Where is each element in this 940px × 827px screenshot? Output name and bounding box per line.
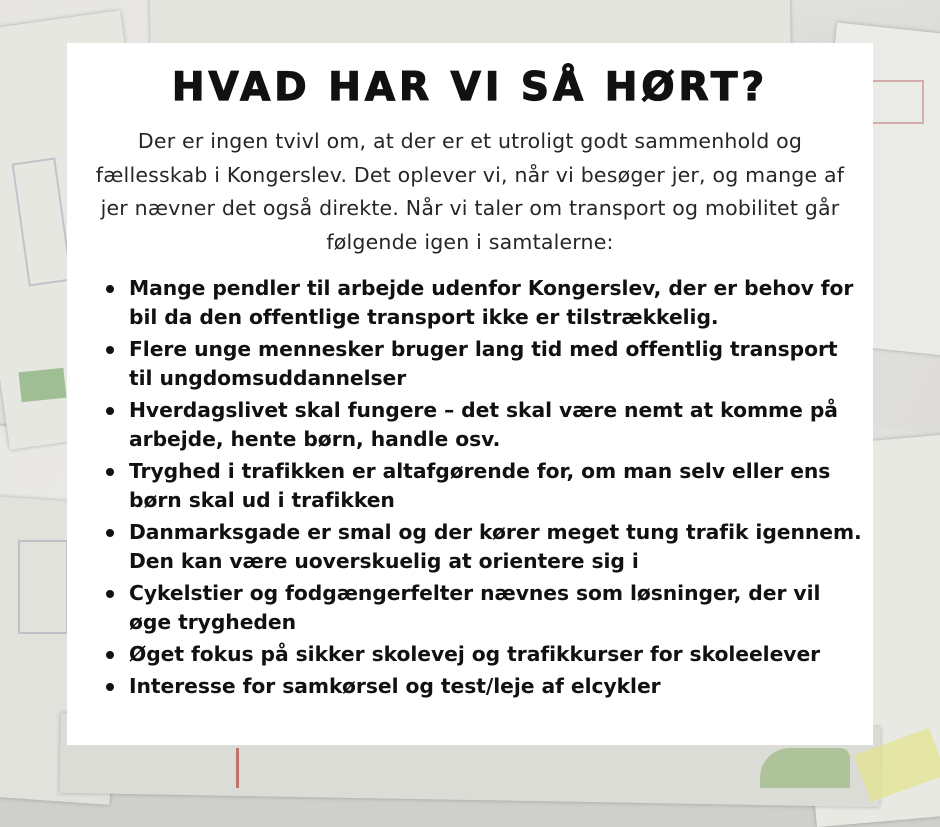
bullet-icon xyxy=(106,285,114,293)
bullet-item xyxy=(103,335,863,393)
bullet-item xyxy=(103,396,863,454)
bullet-item xyxy=(103,672,863,701)
bullet-item xyxy=(103,579,863,637)
bullet-text: Flere unge mennesker bruger lang tid med offentlig transport til ungdomsuddannelser xyxy=(129,337,838,391)
intro-paragraph: Der er ingen tvivl om, at der er et utroligt godt sammenhold og fællesskab i Kongerslev. Det oplever vi, når vi besøger jer, og mange af jer nævner det også direkte. Når vi taler om transport og mobilitet går følgende igen i samtalerne: xyxy=(95,129,845,254)
content-card xyxy=(67,43,873,745)
bullet-icon xyxy=(106,651,114,659)
bullet-item xyxy=(103,457,863,515)
bullet-icon xyxy=(106,407,114,415)
background-green-marker xyxy=(19,368,67,403)
background-doodle xyxy=(18,540,68,634)
bullet-text: Tryghed i trafikken er altafgørende for, om man selv eller ens børn skal ud i trafikken xyxy=(129,459,831,513)
background-green-marker xyxy=(760,748,850,788)
bullet-text: Mange pendler til arbejde udenfor Kongerslev, der er behov for bil da den offentlige transport ikke er tilstrækkelig. xyxy=(129,276,854,330)
bullet-item xyxy=(103,274,863,332)
bullet-item xyxy=(103,640,863,669)
page-title: HVAD HAR VI SÅ HØRT? xyxy=(171,65,769,110)
bullet-text: Interesse for samkørsel og test/leje af elcykler xyxy=(129,673,661,698)
bullet-text: Danmarksgade er smal og der kører meget tung trafik igennem. Den kan være uoverskuelig at orientere sig i xyxy=(129,520,862,574)
bullet-icon xyxy=(106,468,114,476)
bullet-icon xyxy=(106,683,114,691)
bullet-text: Cykelstier og fodgængerfelter nævnes som løsninger, der vil øge trygheden xyxy=(129,581,821,635)
bullet-text: Hverdagslivet skal fungere – det skal være nemt at komme på arbejde, hente børn, handle osv. xyxy=(129,398,838,452)
bullet-item xyxy=(103,518,863,576)
bullet-icon xyxy=(106,346,114,354)
bullet-text: Øget fokus på sikker skolevej og trafikkurser for skoleelever xyxy=(129,642,821,666)
bullet-icon xyxy=(106,529,114,537)
bullet-list xyxy=(103,274,863,704)
bullet-icon xyxy=(106,590,114,598)
background-red-marker xyxy=(236,748,239,788)
